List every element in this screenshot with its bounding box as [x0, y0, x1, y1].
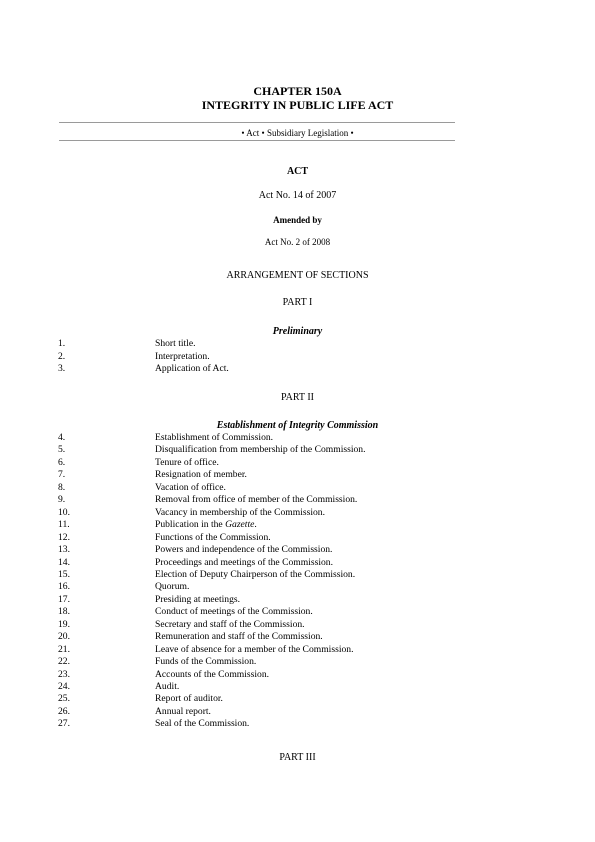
section-number: 20.: [58, 631, 70, 643]
section-number: 5.: [58, 444, 66, 456]
section-number: 22.: [58, 656, 70, 668]
section-number: 8.: [58, 481, 66, 493]
section-row[interactable]: [0, 544, 595, 556]
section-title[interactable]: Report of auditor.: [155, 693, 223, 705]
section-number: 1.: [58, 338, 66, 349]
section-title[interactable]: Powers and independence of the Commission.: [155, 544, 333, 556]
section-title[interactable]: Vacancy in membership of the Commission.: [155, 506, 325, 518]
section-number: 3.: [58, 363, 66, 374]
part-label: PART I: [282, 297, 313, 308]
section-title[interactable]: Resignation of member.: [155, 469, 247, 481]
bottom-divider: [59, 140, 455, 141]
section-title[interactable]: Removal from office of member of the Commission.: [155, 494, 358, 506]
section-row[interactable]: [0, 706, 595, 718]
section-title[interactable]: Election of Deputy Chairperson of the Commission.: [155, 568, 356, 580]
section-number: 18.: [58, 606, 70, 618]
section-row[interactable]: [0, 557, 595, 569]
nav-bullet: •: [241, 128, 245, 138]
section-row[interactable]: [0, 432, 595, 444]
act-heading: ACT: [286, 166, 309, 177]
section-number: 17.: [58, 593, 70, 605]
nav-bullet: •: [350, 128, 354, 138]
section-row[interactable]: [0, 532, 595, 544]
section-title[interactable]: Interpretation.: [155, 350, 210, 362]
section-row[interactable]: [0, 669, 595, 681]
section-title-italic: Gazette: [225, 519, 255, 531]
section-row[interactable]: [0, 693, 595, 705]
act-number: Act No. 14 of 2007: [258, 190, 337, 201]
section-number: 16.: [58, 581, 70, 593]
amended-by-heading: Amended by: [273, 215, 322, 225]
nav-act-link[interactable]: Act: [246, 128, 260, 138]
document-nav: [0, 127, 595, 139]
section-number: 10.: [58, 506, 70, 518]
section-row[interactable]: [0, 619, 595, 631]
arrangement-heading: ARRANGEMENT OF SECTIONS: [226, 270, 369, 281]
section-title[interactable]: Short title.: [155, 338, 196, 349]
amending-act-number: Act No. 2 of 2008: [264, 237, 331, 247]
section-number: 13.: [58, 544, 70, 556]
section-title[interactable]: Functions of the Commission.: [155, 531, 271, 543]
section-row[interactable]: [0, 631, 595, 643]
section-row[interactable]: [0, 338, 595, 350]
section-number: 2.: [58, 350, 66, 362]
section-title[interactable]: Annual report.: [155, 705, 211, 717]
part-label: PART II: [280, 392, 315, 403]
section-row[interactable]: [0, 718, 595, 730]
section-row[interactable]: [0, 457, 595, 469]
section-title[interactable]: Presiding at meetings.: [155, 593, 240, 605]
section-title[interactable]: Funds of the Commission.: [155, 656, 257, 668]
section-number: 19.: [58, 618, 70, 630]
section-number: 26.: [58, 705, 70, 717]
section-row[interactable]: [0, 656, 595, 668]
section-row[interactable]: [0, 606, 595, 618]
top-divider: [59, 122, 455, 123]
section-number: 24.: [58, 681, 70, 692]
section-row[interactable]: [0, 482, 595, 494]
part-title: Establishment of Integrity Commission: [216, 420, 379, 431]
section-title[interactable]: Remuneration and staff of the Commission.: [155, 631, 323, 643]
section-row[interactable]: [0, 351, 595, 363]
section-title[interactable]: Disqualification from membership of the Commission.: [155, 444, 366, 456]
section-number: 7.: [58, 469, 66, 481]
section-row[interactable]: [0, 469, 595, 481]
section-row[interactable]: [0, 569, 595, 581]
section-title[interactable]: Publication in the Gazette.: [155, 519, 257, 531]
section-row[interactable]: [0, 519, 595, 531]
section-row[interactable]: [0, 363, 595, 375]
chapter-number: CHAPTER 150A: [253, 84, 342, 98]
nav-bullet: •: [261, 128, 265, 138]
section-title[interactable]: Establishment of Commission.: [155, 432, 274, 443]
section-title[interactable]: Seal of the Commission.: [155, 718, 250, 730]
section-title[interactable]: Conduct of meetings of the Commission.: [155, 606, 313, 618]
section-row[interactable]: [0, 581, 595, 593]
section-row[interactable]: [0, 644, 595, 656]
section-title[interactable]: Secretary and staff of the Commission.: [155, 618, 305, 630]
section-number: 6.: [58, 456, 66, 468]
section-title[interactable]: Tenure of office.: [155, 456, 219, 468]
act-title: INTEGRITY IN PUBLIC LIFE ACT: [201, 98, 394, 112]
section-number: 23.: [58, 668, 70, 680]
section-number: 4.: [58, 432, 66, 443]
section-number: 15.: [58, 568, 70, 580]
nav-subsidiary-legislation-link[interactable]: Subsidiary Legislation: [266, 128, 349, 138]
part-label: PART III: [279, 752, 316, 763]
section-row[interactable]: [0, 681, 595, 693]
section-title[interactable]: Application of Act.: [155, 363, 229, 374]
section-number: 14.: [58, 556, 70, 568]
section-number: 25.: [58, 693, 70, 705]
section-title[interactable]: Accounts of the Commission.: [155, 668, 270, 680]
section-number: 11.: [58, 519, 70, 531]
section-row[interactable]: [0, 507, 595, 519]
section-title[interactable]: Proceedings and meetings of the Commission.: [155, 556, 333, 568]
section-title[interactable]: Vacation of office.: [155, 481, 226, 493]
section-number: 12.: [58, 531, 70, 543]
section-row[interactable]: [0, 444, 595, 456]
part-title: Preliminary: [272, 326, 323, 337]
section-row[interactable]: [0, 494, 595, 506]
section-number: 9.: [58, 494, 66, 506]
section-row[interactable]: [0, 594, 595, 606]
section-title[interactable]: Leave of absence for a member of the Commission.: [155, 643, 354, 655]
section-number: 27.: [58, 718, 70, 730]
section-number: 21.: [58, 643, 70, 655]
section-title[interactable]: Quorum.: [155, 581, 190, 593]
section-title[interactable]: Audit.: [155, 681, 180, 692]
